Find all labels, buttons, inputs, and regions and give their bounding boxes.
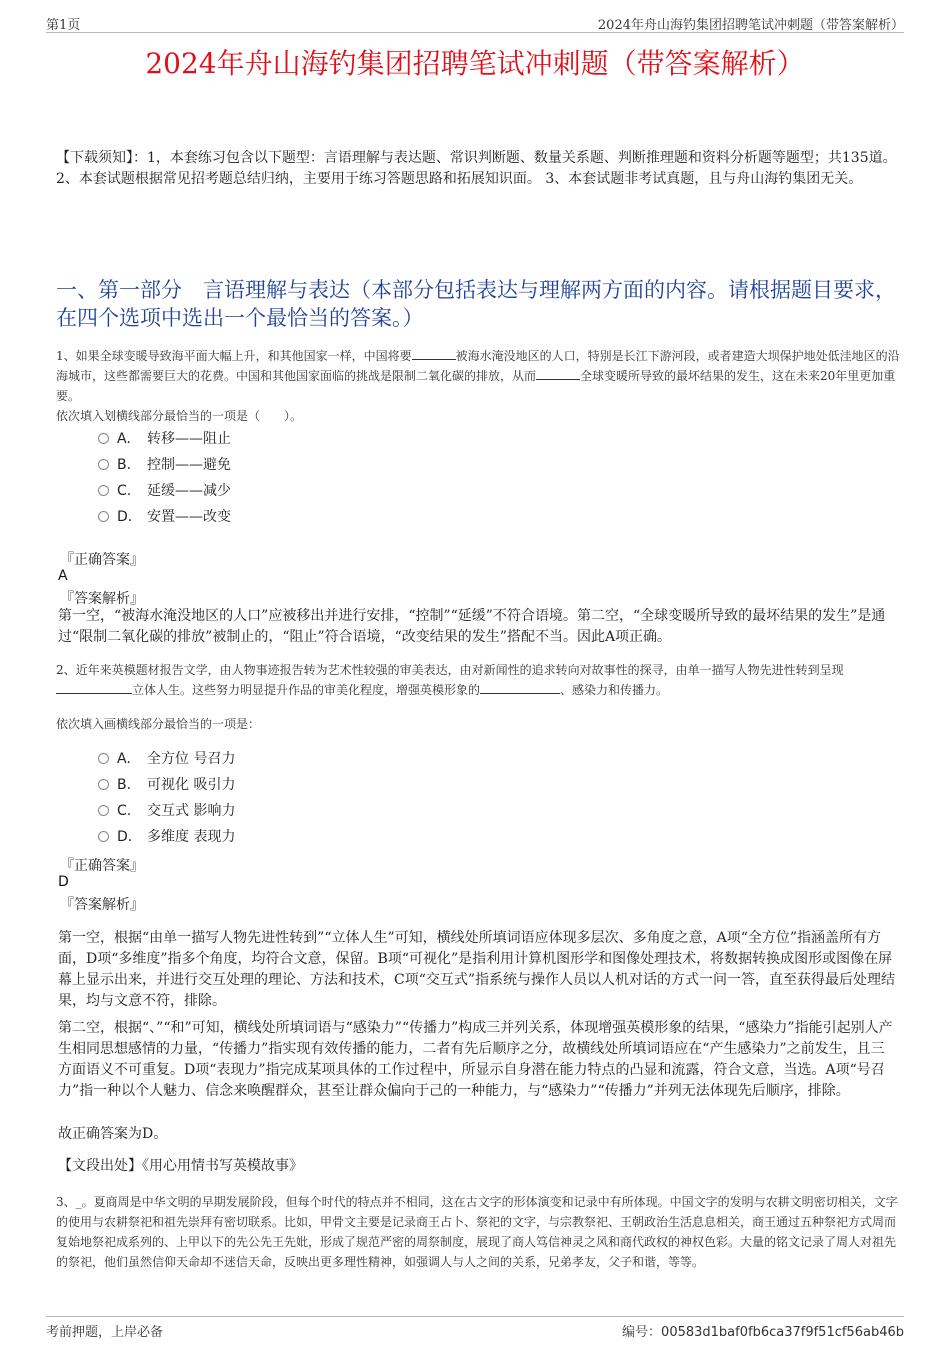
radio-icon[interactable] bbox=[98, 831, 109, 842]
q2-option-c[interactable]: C. 交互式 影响力 bbox=[98, 800, 235, 822]
question-1-prompt: 依次填入划横线部分最恰当的一项是（ ）。 bbox=[56, 409, 303, 423]
radio-icon[interactable] bbox=[98, 805, 109, 816]
document-code: 编号：00583d1baf0fb6ca37f9f51cf56ab46b bbox=[622, 1325, 904, 1340]
q2-option-a[interactable]: A. 全方位 号召力 bbox=[98, 748, 235, 770]
header-doc-title: 2024年舟山海钓集团招聘笔试冲刺题（带答案解析） bbox=[597, 18, 904, 33]
q2-analysis-conclusion: 故正确答案为D。 bbox=[58, 1126, 168, 1142]
q2-answer: D bbox=[58, 874, 69, 890]
question-2-prompt: 依次填入画横线部分最恰当的一项是： bbox=[56, 717, 261, 731]
document-title: 2024年舟山海钓集团招聘笔试冲刺题（带答案解析） bbox=[145, 47, 805, 80]
q1-option-c[interactable]: C. 延缓——减少 bbox=[98, 480, 231, 502]
section-title: 一、第一部分 言语理解与表达（本部分包括表达与理解两方面的内容。请根据题目要求，在四个选项中选出一个最恰当的答案。） bbox=[56, 278, 896, 330]
q1-option-a[interactable]: A. 转移——阻止 bbox=[98, 428, 231, 450]
q1-option-d[interactable]: D. 安置——改变 bbox=[98, 506, 231, 528]
download-notice: 【下载须知】：1，本套练习包含以下题型：言语理解与表达题、常识判断题、数量关系题、判断推理题和资料分析题等题型；共135道。 2、本套试题根据常见招考题总结归纳，主要用于练习答题思路和拓展知识面。 3、本套试题非考试真题，且与舟山海钓集团无关。 bbox=[56, 150, 897, 187]
q2-analysis-paragraph-2: 第二空，根据“、”“和”可知，横线处所填词语与“感染力”“传播力”构成三并列关系，体现增强英模形象的结果，“感染力”指能引起别人产生相同思想感情的力量，“传播力”指实现有效传播的能力，二者有先后顺序之分，故横线处所填词语应在“产生感染力”之前发生，且三方面语义不可重复。D项“表现力”指完成某项具体的工作过程中，所显示自身潜在能力特点的凸显和流露，符合文意，当选。A项“号召力”指一种以个人魅力、信念来唤醒群众，甚至让群众偏向于己的一种能力，与“感染力”“传播力”并列无法体现先后顺序，排除。 bbox=[58, 1020, 893, 1099]
radio-icon[interactable] bbox=[98, 433, 109, 444]
page-header bbox=[46, 12, 904, 33]
q2-analysis-label: 『答案解析』 bbox=[60, 897, 144, 913]
radio-icon[interactable] bbox=[98, 753, 109, 764]
q2-source: 【文段出处】《用心用情书写英模故事》 bbox=[58, 1158, 303, 1174]
question-1-text: 1、如果全球变暖导致海平面大幅上升，和其他国家一样，中国将要 被海水淹没地区的人口，特别是长江下游河段，或者建造大坝保护地处低洼地区的沿海城市，这些都需要巨大的花费。中国和其他国家面临的挑战是限制二氧化碳的排放，从而 全球变暖所导致的最坏结果的发生，这在未来20年里更加重要。 bbox=[56, 349, 900, 403]
answer-blank bbox=[56, 681, 132, 694]
footer-slogan: 考前押题，上岸必备 bbox=[46, 1325, 164, 1340]
answer-blank bbox=[412, 347, 456, 360]
q1-option-b[interactable]: B. 控制——避免 bbox=[98, 454, 231, 476]
answer-blank bbox=[480, 681, 560, 694]
q2-option-d[interactable]: D. 多维度 表现力 bbox=[98, 826, 235, 848]
radio-icon[interactable] bbox=[98, 485, 109, 496]
q2-analysis-paragraph-1: 第一空，根据“由单一描写人物先进性转到”“立体人生”可知，横线处所填词语应体现多层次、多角度之意，A项“全方位”指涵盖所有方面，D项“多维度”指多个角度，均符合文意，保留。B项“可视化”是指利用计算机图形学和图像处理技术，将数据转换成图形或图像在屏幕上显示出来，并进行交互处理的理论、方法和技术，C项“交互式”指系统与操作人员以人机对话的方式一问一答，直至获得最后处理结果，均与文意不符，排除。 bbox=[58, 930, 896, 1009]
question-2-text: 2、近年来英模题材报告文学，由人物事迹报告转为艺术性较强的审美表达，由对新闻性的追求转向对故事性的探寻，由单一描写人物先进性转到呈现立体人生。这些努力明显提升作品的审美化程度，增强英模形象的 、感染力和传播力。 bbox=[56, 663, 844, 697]
radio-icon[interactable] bbox=[98, 511, 109, 522]
q1-analysis: 第一空，“被海水淹没地区的人口”应被移出并进行安排，“控制”“延缓”不符合语境。第二空，“全球变暖所导致的最坏结果的发生”是通过“限制二氧化碳的排放”被制止的，“阻止”符合语境，“改变结果的发生”搭配不当。因此A项正确。 bbox=[58, 608, 886, 645]
radio-icon[interactable] bbox=[98, 779, 109, 790]
radio-icon[interactable] bbox=[98, 459, 109, 470]
q2-option-b[interactable]: B. 可视化 吸引力 bbox=[98, 774, 235, 796]
q2-answer-label: 『正确答案』 bbox=[60, 858, 144, 874]
q1-answer-label: 『正确答案』 bbox=[60, 552, 144, 568]
answer-blank bbox=[536, 367, 580, 380]
q1-analysis-label: 『答案解析』 bbox=[60, 591, 144, 607]
question-3-text: 3、_。夏商周是中华文明的早期发展阶段，但每个时代的特点并不相同，这在古文字的形体演变和记录中有所体现。中国文字的发明与农耕文明密切相关，文字的使用与农耕祭祀和祖先崇拜有密切联系。比如，甲骨文主要是记录商王占卜、祭祀的文字，与宗教祭祀、王朝政治生活息息相关，商王通过五种祭祀方式周而复始地祭祀成系列的、上甲以下的先公先王先妣，形成了规范严密的周祭制度，展现了商人笃信神灵之风和商代政权的神权色彩。大量的铭文记录了周人对祖先的祭祀，他们虽然信仰天命却不迷信天命，反映出更多理性精神，如强调人与人之间的关系，兄弟孝友，父子和谐，等等。 bbox=[56, 1195, 898, 1269]
page-footer bbox=[46, 1316, 904, 1340]
q1-answer: A bbox=[58, 568, 68, 584]
page-number: 第1页 bbox=[46, 18, 81, 33]
